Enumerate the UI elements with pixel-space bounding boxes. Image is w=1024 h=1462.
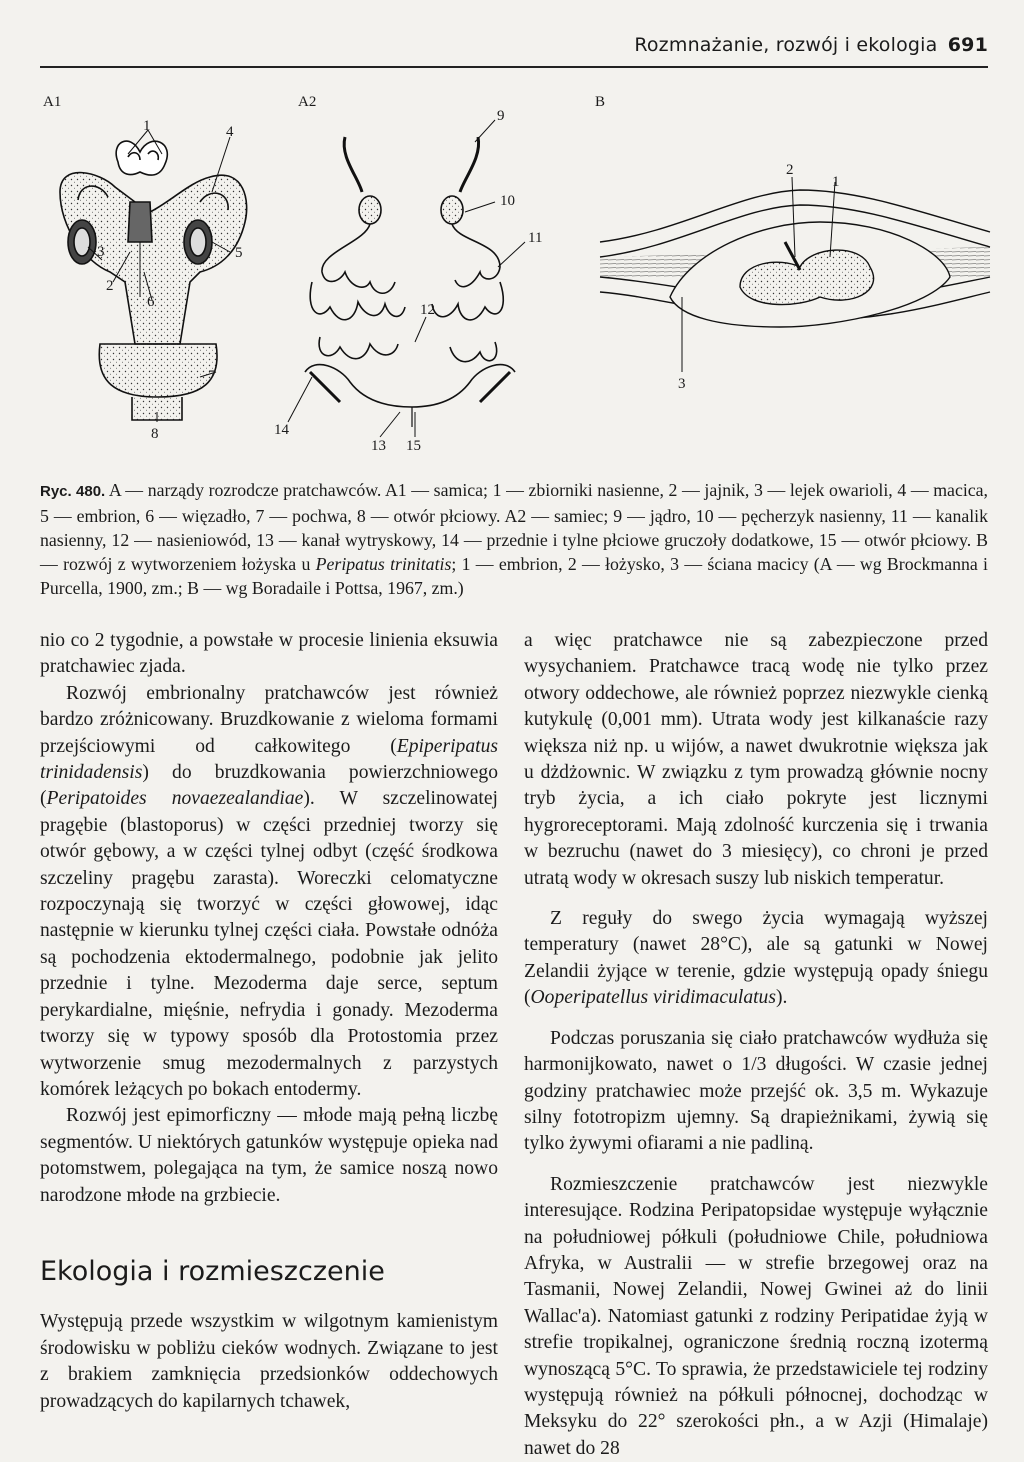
label-b-1: 1 xyxy=(832,174,840,190)
panel-label-a2: A2 xyxy=(298,94,317,110)
label-8: 8 xyxy=(151,426,159,442)
label-1: 1 xyxy=(143,118,151,134)
right-paragraph-3: Podczas poruszania się ciało pratchawców wydłuża się harmonijkowato, nawet o 1/3 długości. W czasie jednej godziny pratchawiec może przejść ok. 3,5 m. Wykazuje silny fototropizm ujemny. Są drapieżnikami, żywią się tylko żywymi ofiarami a nie padliną. xyxy=(524,1027,988,1155)
figure-480 xyxy=(40,82,1000,467)
label-3: 3 xyxy=(97,244,105,260)
right-p2-text-b: ). xyxy=(775,987,788,1009)
label-15: 15 xyxy=(406,438,421,454)
label-4: 4 xyxy=(226,124,234,140)
panel-a1-drawing xyxy=(60,141,247,420)
header-title xyxy=(634,34,988,56)
right-column xyxy=(524,628,988,1462)
panel-label-b: B xyxy=(595,94,606,110)
label-11: 11 xyxy=(528,230,543,246)
header-section-title: Rozmnażanie, rozwój i ekologia xyxy=(634,34,938,56)
left-p2-text-b: ) do bruzdkowania powierzchniowego ( xyxy=(40,762,498,810)
label-10: 10 xyxy=(500,193,515,209)
panel-label-a1: A1 xyxy=(43,94,62,110)
section-heading: Ekologia i rozmieszczenie xyxy=(40,1255,385,1287)
label-7: 7 xyxy=(208,368,216,384)
right-paragraph-1: a więc pratchawce nie są zabezpieczone przed wysychaniem. Pratchawce tracą wodę nie tylko przez otwory oddechowe, ale również poprzez niezwykle cienką kutykulę (0,001 mm). Utrata wody jest kilkanaście razy większa niż np. u wijów, a nawet dwukrotnie większa jak u dżdżownic. W związku z tym prowadzą głównie nocny tryb życia, a ich ciało pokryte jest licznymi hygroreceptorami. Mają zdolność kurczenia się i trwania w bezruchu (nawet do 3 miesięcy), co chroni je przed utratą wody w okresach suszy lub niskich temperatur. xyxy=(524,630,988,889)
label-b-2: 2 xyxy=(786,162,794,178)
label-12: 12 xyxy=(420,302,435,318)
left-paragraph-4: Występują przede wszystkim w wilgotnym kamienistym środowisku w pobliżu cieków wodnych. Związane to jest z brakiem zamknięcia przedsionków oddechowych prowadzących do kapilarnych tchawek, xyxy=(40,1311,498,1412)
caption-text-end: ; 1 — embrion, 2 — łożysko, 3 — ściana macicy (A — wg Brockmanna i Purcella, 1900, zm.; B — wg Boradaile i Pottsa, 1967, zm.) xyxy=(40,554,988,598)
left-p2-text-a: Rozwój embrionalny pratchawców jest również bardzo zróżnicowany. Bruzdkowanie z wieloma formami przejściowymi od całkowitego ( xyxy=(40,682,498,757)
label-b-3: 3 xyxy=(678,376,686,392)
right-paragraph-2 xyxy=(524,906,988,1012)
left-paragraph-1: nio co 2 tygodnie, a powstałe w procesie linienia eksuwia pratchawiec zjada. xyxy=(40,630,498,678)
label-14: 14 xyxy=(274,422,289,438)
figure-illustration xyxy=(40,82,1000,467)
left-paragraph-3: Rozwój jest epimorficzny — młode mają pełną liczbę segmentów. U niektórych gatunków występuje opieka nad potomstwem, polegająca na tym, że samice noszą nowo narodzone młode na grzbiecie. xyxy=(40,1105,498,1206)
caption-text: A — narządy rozrodcze pratchawców. A1 — samica; 1 — zbiorniki nasienne, 2 — jajnik, 3 — lejek owarioli, 4 — macica, 5 — embrion, 6 — więzadło, 7 — pochwa, 8 — otwór płciowy. A2 — samiec; 9 — jądro, 10 — pęcherzyk nasienny, 11 — kanalik nasienny, 12 — nasieniowód, 13 — kanał wytryskowy, 14 — przednie i tylne płciowe gruczoły dodatkowe, 15 — otwór płciowy. B — rozwój z wytworzeniem łożyska u xyxy=(40,480,989,574)
label-9: 9 xyxy=(497,108,505,124)
label-6: 6 xyxy=(147,294,155,310)
caption-label: Ryc. 480. xyxy=(40,483,106,500)
panel-a2-drawing xyxy=(305,137,515,427)
left-paragraph-2 xyxy=(40,681,498,1104)
left-column xyxy=(40,628,498,1415)
right-p2-species: Ooperipatellus viridimaculatus xyxy=(530,987,776,1009)
left-p2-species-2: Peripatoides novaezealandiae xyxy=(46,788,304,810)
page-number: 691 xyxy=(947,34,988,56)
label-2: 2 xyxy=(106,278,114,294)
right-p2-text-a: Z reguły do swego życia wymagają wyższej temperatury (nawet 28°C), ale są gatunki w Nowej Zelandii żyjące w terenie, gdzie występują opady śniegu ( xyxy=(524,908,988,1009)
caption-species: Peripatus trinitatis xyxy=(315,554,452,574)
left-p2-text-c: ). W szczelinowatej pragębie (blastoporus) w części przedniej tworzy się otwór gębowy, a w części tylnej odbyt (część środkowa szczeliny pragębu zarasta). Woreczki celomatyczne rozpoczynają się tworzyć w części głowowej, idąc następnie w kierunku tylnej części ciała. Powstałe odnóża są pochodzenia ektodermalnego, podobnie jak jelito przednie i tylne. Mezoderma daje serce, septum perykardialne, mięśnie, nefrydia i gonady. Mezoderma tworzy się w typowy sposób dla Protostomia przez wytworzenie smug mezodermalnych z parzystych komórek leżących po bokach entodermy. xyxy=(40,788,498,1100)
figure-caption xyxy=(40,478,988,600)
running-header xyxy=(40,28,988,68)
right-paragraph-4: Rozmieszczenie pratchawców jest niezwykle interesujące. Rodzina Peripatopsidae występuje wyłącznie na południowej półkuli (południowe Chile, południowa Afryka, w Australii — w strefie brzegowej oraz na Tasmanii, Nowej Zelandii, Nowej Gwinei aż do linii Wallac'a). Natomiast gatunki z rodziny Peripatidae żyją w strefie tropikalnej, ograniczone średnią roczną izotermą wynoszącą 5°C. To sprawia, że przedstawiciele tej rodziny występują również na półkuli północnej, dochodząc w Meksyku do 22° szerokości płn., a w Azji (Himalaje) nawet do 28 xyxy=(524,1173,988,1459)
left-p2-species-1: Epiperipatus trinidadensis xyxy=(40,735,498,784)
label-13: 13 xyxy=(371,438,386,454)
label-5: 5 xyxy=(235,245,243,261)
panel-b-drawing xyxy=(600,190,990,327)
